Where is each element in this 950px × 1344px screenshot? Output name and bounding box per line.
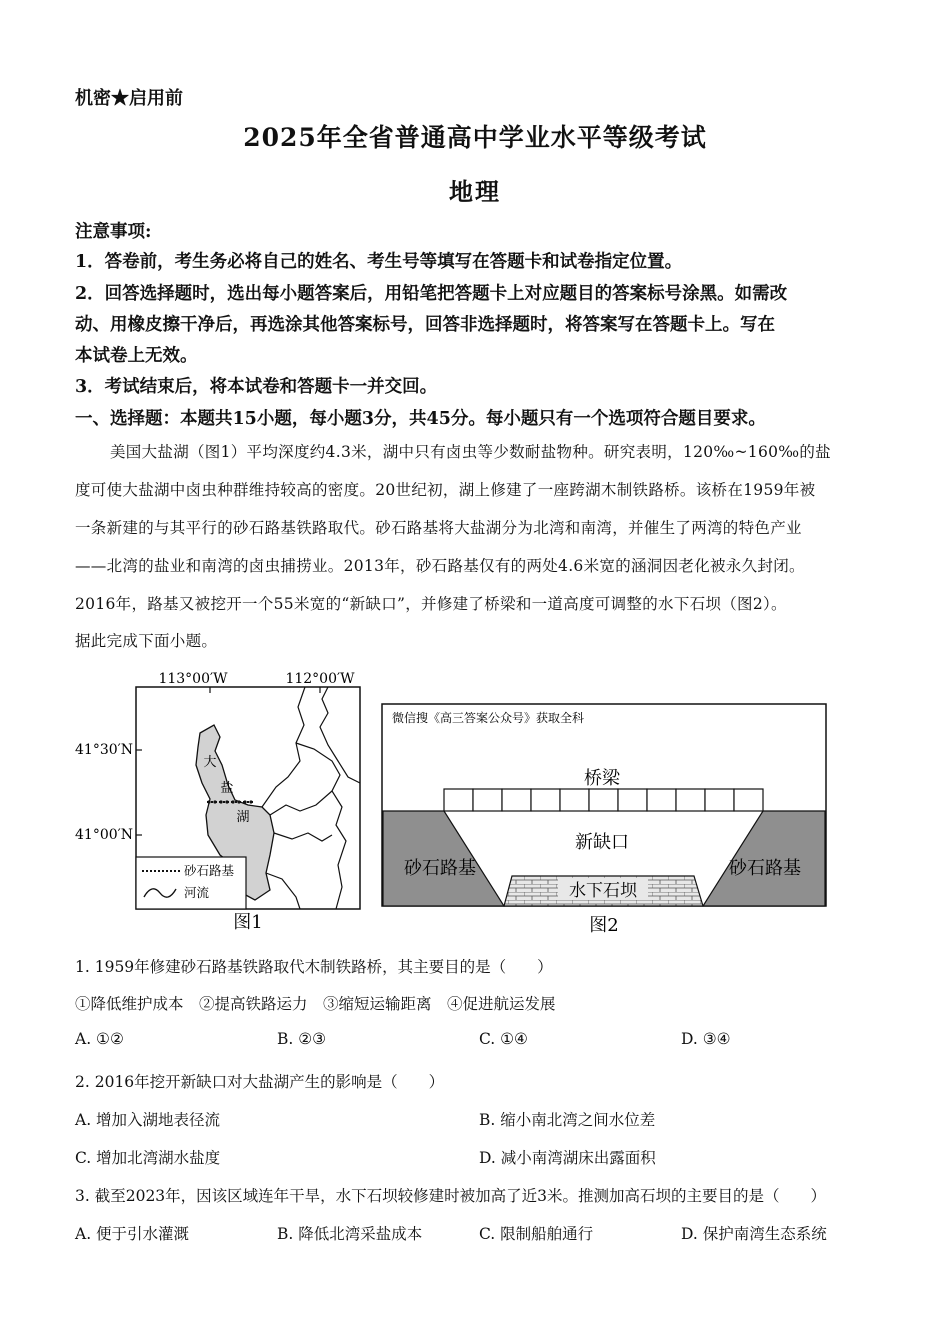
question-3-option-d[interactable]: D. 保护南湾生态系统 — [681, 1225, 827, 1243]
question-2-option-a[interactable]: A. 增加入湖地表径流 — [75, 1111, 221, 1129]
question-3-option-a[interactable]: A. 便于引水灌溉 — [75, 1225, 190, 1243]
figure2-cross-section — [380, 700, 830, 938]
lon-label-right: 112°00′W — [285, 671, 355, 687]
confidential-mark: 机密★启用前 — [75, 88, 183, 109]
question-1-option-a[interactable]: A. ①② — [75, 1030, 124, 1048]
lake-char-3: 湖 — [236, 810, 250, 825]
question-1-option-d[interactable]: D. ③④ — [681, 1030, 731, 1048]
subject-title: 地理 — [449, 177, 501, 206]
notice-line-2: 2．回答选择题时，选出每小题答案后，用铅笔把答题卡上对应题目的答案标号涂黑。如需改 — [75, 284, 788, 304]
passage-line-5: 2016年，路基又被挖开一个55米宽的“新缺口”，并修建了桥梁和一道高度可调整的水下石坝（图2）。 — [75, 595, 787, 613]
question-2-option-b[interactable]: B. 缩小南北湾之间水位差 — [479, 1111, 656, 1129]
lat-label-bottom: 41°00′N — [75, 827, 134, 843]
question-1-option-b[interactable]: B. ②③ — [277, 1030, 327, 1048]
figure2-caption: 图2 — [589, 915, 619, 936]
passage-line-1: 美国大盐湖（图1）平均深度约4.3米，湖中只有卤虫等少数耐盐物种。研究表明，120‰~160‰的盐 — [110, 443, 831, 461]
lat-label-top: 41°30′N — [75, 742, 134, 758]
bridge-label: 桥梁 — [584, 768, 620, 789]
notice-heading: 注意事项: — [75, 222, 152, 242]
notice-line-4: 本试卷上无效。 — [75, 346, 198, 366]
question-2-stem: 2. 2016年挖开新缺口对大盐湖产生的影响是（ ） — [75, 1073, 445, 1091]
bridge-deck — [444, 789, 763, 811]
exam-title: 2025年全省普通高中学业水平等级考试 — [243, 123, 707, 152]
passage-line-4: ——北湾的盐业和南湾的卤虫捕捞业。2013年，砂石路基仅有的两处4.6米宽的涵洞因老化被永久封闭。 — [75, 557, 805, 575]
lon-label-left: 113°00′W — [158, 671, 228, 687]
figure1-map — [70, 665, 370, 935]
lake-char-2: 盐 — [220, 781, 234, 796]
question-2-option-c[interactable]: C. 增加北湾湖水盐度 — [75, 1149, 221, 1167]
gap-label: 新缺口 — [575, 832, 629, 853]
figure1-caption: 图1 — [233, 912, 263, 933]
passage-line-2: 度可使大盐湖中卤虫种群维持较高的密度。20世纪初，湖上修建了一座跨湖木制铁路桥。该桥在1959年被 — [75, 481, 816, 499]
question-3-option-b[interactable]: B. 降低北湾采盐成本 — [277, 1225, 423, 1243]
passage-line-6: 据此完成下面小题。 — [75, 632, 218, 650]
question-1-statements: ①降低维护成本 ②提高铁路运力 ③缩短运输距离 ④促进航运发展 — [75, 995, 556, 1013]
notice-line-5: 3．考试结束后，将本试卷和答题卡一并交回。 — [75, 377, 438, 397]
notice-line-1: 1．答卷前，考生务必将自己的姓名、考生号等填写在答题卡和试卷指定位置。 — [75, 252, 683, 272]
right-base-label: 砂石路基 — [729, 858, 801, 879]
dam-label: 水下石坝 — [569, 881, 637, 901]
question-2-option-d[interactable]: D. 减小南湾湖床出露面积 — [479, 1149, 656, 1167]
section-heading: 一、选择题：本题共15小题，每小题3分，共45分。每小题只有一个选项符合题目要求。 — [75, 409, 766, 429]
left-base-label: 砂石路基 — [404, 858, 476, 879]
question-1-option-c[interactable]: C. ①④ — [479, 1030, 528, 1048]
lake-char-1: 大 — [203, 755, 217, 770]
question-1-stem: 1. 1959年修建砂石路基铁路取代木制铁路桥，其主要目的是（ ） — [75, 958, 553, 976]
legend-river-label: 河流 — [184, 885, 210, 900]
question-3-stem: 3. 截至2023年，因该区域连年干旱，水下石坝较修建时被加高了近3米。推测加高石坝的主要目的是（ ） — [75, 1187, 827, 1205]
notice-line-3: 动、用橡皮擦干净后，再选涂其他答案标号，回答非选择题时，将答案写在答题卡上。写在 — [75, 315, 775, 335]
question-3-option-c[interactable]: C. 限制船舶通行 — [479, 1225, 594, 1243]
passage-line-3: 一条新建的与其平行的砂石路基铁路取代。砂石路基将大盐湖分为北湾和南湾，并催生了两湾的特色产业 — [75, 519, 802, 537]
watermark-text: 微信搜《高三答案公众号》获取全科 — [392, 711, 585, 725]
legend-causeway-label: 砂石路基 — [184, 863, 235, 878]
